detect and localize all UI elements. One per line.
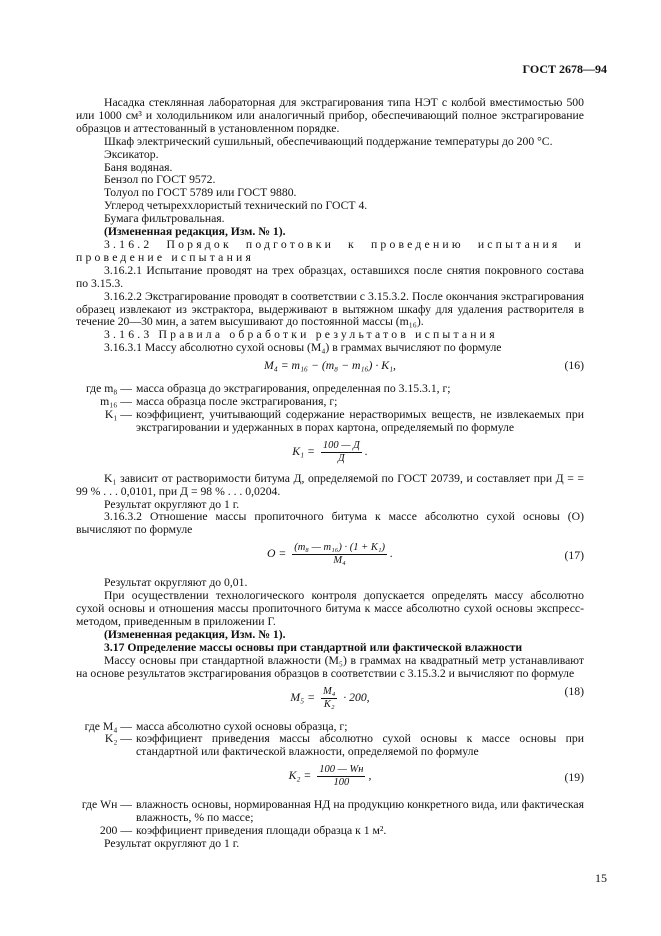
paragraph: Результат округляют до 1 г. [104,497,240,511]
formula-18 [76,686,584,716]
paragraph: K₁ зависит от растворимости битума Д, определяемой по ГОСТ 20739, и составляет при Д = = 99 % . . . 0,0101, при Д = 98 % . . . 0,0204. [76,471,584,498]
definition-text: коэффициент приведения площади образца к 1 м². [136,824,387,838]
paragraph: Эксикатор. [104,147,159,161]
definition-text: коэффициент, учитывающий содержание нерастворимых веществ, не извлекаемых при экстрагировании и удержанных в порах картона, определяемый по формуле [136,407,584,434]
section-heading: 3.16.2 Порядок подготовки к проведению испытания и проведение испытания [76,237,584,264]
fraction: $\frac{100 — Д}{Д}$ [322,439,360,464]
paragraph: Бумага фильтровальная. [104,212,225,226]
formula-k1 [76,440,584,468]
definition-symbol: K₁ — [104,407,132,421]
definition-text: коэффициент приведения массы абсолютно сухой основы к массе основы при стандартной или фактической влажности, определяемой по формуле [136,732,584,759]
definition-row [76,799,584,825]
definition-row [76,733,584,759]
paragraph: 3.16.3.2 Отношение массы пропиточного битума к массе абсолютно сухой основы (О) вычисляют по формуле [76,510,584,537]
formula-number: (18) [564,684,584,698]
definition-symbol: m₁₆ — [100,395,132,409]
definition-row [76,396,584,409]
formula-19 [76,764,584,794]
paragraph: Толуол по ГОСТ 5789 или ГОСТ 9880. [104,186,297,200]
fraction: $\frac{\text{(m₈ — m₁₆) · (1 + K₁)}}{\text{M₄}}$ [294,542,386,567]
amendment-note: (Измененная редакция, Изм. № 1). [104,627,286,641]
paragraph: 3.16.2.1 Испытание проводят на трех образцах, оставшихся после снятия покровного состава по 3.15.3. [76,263,584,290]
formula-text: K₁ = $\frac{100 — Д}{Д}$ . [292,439,368,464]
paragraph: Углерод четыреххлористый технический по ГОСТ 4. [104,199,368,213]
page-header: ГОСТ 2678—94 [522,62,607,76]
section-heading: 3.16.3 Правила обработки результатов испытания [104,328,498,342]
paragraph: При осуществлении технологического контроля допускается определять массу абсолютно сухой основы и отношения массы пропиточного битума к массе абсолютно сухой основы экспресс-методом, приведенным в приложении Г. [76,589,584,628]
definition-symbol: где Wн — [81,798,132,812]
definition-text: масса образца до экстрагирования, определенная по 3.15.3.1, г; [136,382,451,396]
paragraph: Массу основы при стандартной влажности (M₅) в граммах на квадратный метр устанавливают на основе результатов экстрагирования образцов в соответствии с 3.15.3.2 и вычисляют по формуле [76,653,584,680]
formula-17 [76,542,584,572]
definition-symbol: 200 — [99,824,132,838]
formula-16 [76,360,584,378]
body-text [76,97,584,851]
page-number: 15 [595,871,607,885]
paragraph: Насадка стеклянная лабораторная для экстрагирования типа НЭТ с колбой вместимостью 500 или 1000 см³ и холодильником или аналогичный прибор, обеспечивающий полное экстрагирование образцов и аттестованный в установленном порядке. [76,96,584,135]
formula-number: (19) [564,771,584,785]
section-heading: 3.17 Определение массы основы при стандартной или фактической влажности [104,640,523,654]
definition-text: масса абсолютно сухой основы образца, г; [136,719,348,733]
definition-text: масса образца после экстрагирования, г; [136,395,338,409]
paragraph: 3.16.3.1 Массу абсолютно сухой основы (M₄) в граммах вычисляют по формуле [104,341,502,355]
definition-symbol: K₂ — [104,732,132,746]
definition-text: влажность основы, нормированная НД на продукцию конкретного вида, или фактическая влажность, % по массе; [136,798,584,825]
definition-symbol: где M₄ — [84,719,132,733]
formula-number: (16) [564,359,584,373]
paragraph: Результат округляют до 0,01. [104,576,248,590]
formula-text: M₄ = m₁₆ − (m₈ − m₁₆) · K₁, [264,359,396,373]
amendment-note: (Измененная редакция, Изм. № 1). [104,225,286,239]
paragraph: 3.16.2.2 Экстрагирование проводят в соответствии с 3.15.3.2. После окончания экстрагирования образец извлекают из экстрактора, выдерживают в вытяжном шкафу для удаления растворителя в течение 20—30 мин, а затем высушивают до постоянной массы (m₁₆). [76,289,584,329]
fraction: $\frac{\text{M₄}}{\text{K₂}}$ [322,685,336,710]
paragraph: Баня водяная. [104,160,173,174]
formula-text: M₅ = $\frac{\text{M₄}}{\text{K₂}}$ · 200, [290,685,370,710]
fraction: $\frac{100 — Wн}{100}$ [319,764,364,789]
paragraph: Бензол по ГОСТ 9572. [104,173,216,187]
formula-text: K₂ = $\frac{100 — Wн}{100}$ , [288,764,372,789]
definition-row [76,409,584,435]
formula-number: (17) [564,549,584,563]
definition-symbol: где m₈ — [85,382,132,396]
paragraph: Результат округляют до 1 г. [104,836,240,850]
formula-text: О = $\frac{\text{(m₈ — m₁₆) · (1 + K₁)}}{\text{M₄}}$ . [267,542,393,567]
paragraph: Шкаф электрический сушильный, обеспечивающий поддержание температуры до 200 °С. [104,134,553,148]
